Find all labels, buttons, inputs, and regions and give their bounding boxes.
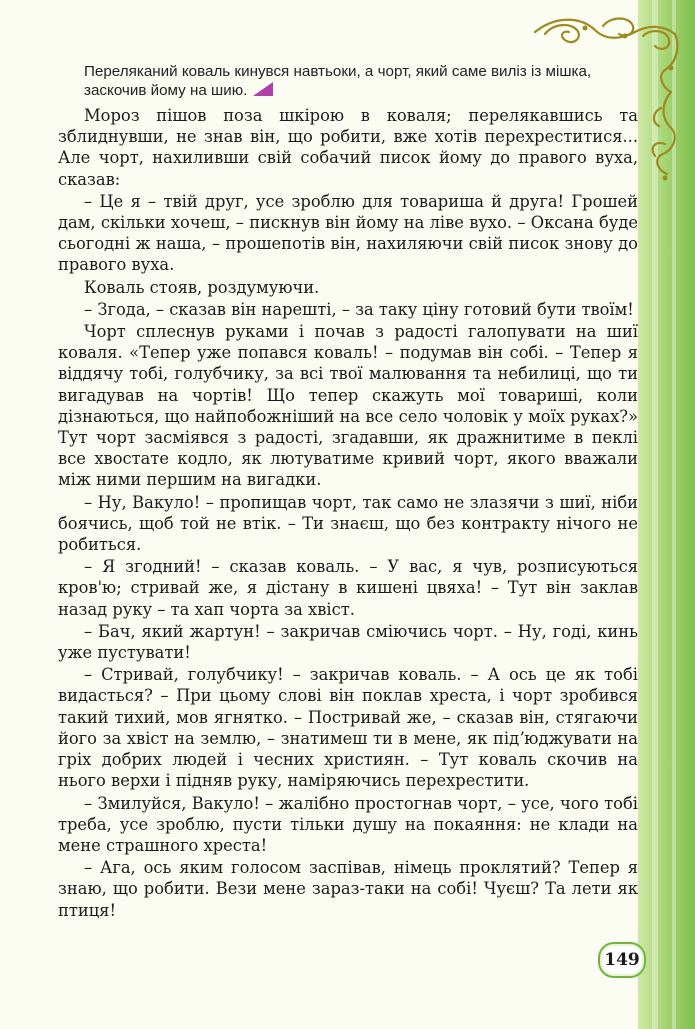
paragraph: – Це я – твій друг, усе зроблю для товариша й друга! Грошей дам, скільки хочеш, – пискнув він йому на ліве вухо. – Оксана буде сьогодні ж наша, – прошепотів він, нахиляючи свій писок знову до правого вуха. [58, 191, 638, 275]
paragraph: Мороз пішов поза шкірою в коваля; перелякавшись та зблиднувши, не знав він, що робити, вже хотів перехреститися... Але чорт, нахиливши свій собачий писок йому до правого вуха, сказав: [58, 106, 638, 189]
story-text [58, 105, 638, 922]
illustration-caption [84, 62, 636, 100]
paragraph: – Стривай, голубчику! – закричав коваль. – А ось це як тобі видасться? – При цьому слові він поклав хреста, і чорт зробився такий тихий, мов ягнятко. – Постривай же, – сказав він, стягаючи його за хвіст на землю, – знатимеш ти в мене, як підʼюджувати на гріх добрих людей і чесних християн. – Тут коваль скочив на нього верхи і підняв руку, наміряючись перехрестити. [58, 665, 638, 791]
paragraph: – Я згодний! – сказав коваль. – У вас, я чув, розписуються кров'ю; стривай же, я дістану в кишені цвяха! – Тут він заклав назад руку – та хап чорта за хвіст. [58, 557, 638, 619]
page-number: 149 [598, 942, 646, 978]
paragraph: Коваль стояв, роздумуючи. [84, 277, 320, 297]
paragraph: – Згода, – сказав він нарешті, – за таку ціну готовий бути твоїм! [84, 299, 634, 319]
paragraph: – Ну, Вакуло! – пропищав чорт, так само не злазячи з шиї, ніби боячись, щоб той не втік. – Ти знаєш, що без контракту нічого не робиться. [58, 492, 638, 555]
caption-text: Переляканий коваль кинувся навтьоки, а чорт, який саме виліз із мішка, заскочив йому на шию. [84, 63, 592, 99]
paragraph: – Змилуйся, Вакуло! – жалібно простогнав чорт, – усе, чого тобі треба, усе зроблю, пусти тільки душу на покаяння: не клади на мене страшного хреста! [58, 793, 638, 855]
paragraph: – Бач, який жартун! – закричав сміючись чорт. – Ну, годі, кинь уже пустувати! [58, 621, 638, 663]
paragraph: – Ага, ось яким голосом заспівав, німець проклятий? Тепер я знаю, що робити. Вези мене зараз-таки на собі! Чуєш? Та лети як птиця! [58, 858, 638, 920]
paragraph: Чорт сплеснув руками і почав з радості галопувати на шиї коваля. «Тепер уже попався коваль! – подумав він собі. – Тепер я віддячу тобі, голубчику, за всі твої малювання та небилиці, що ти вигадував на чортів! Що тепер скажуть мої товариші, коли дізнаються, що найпобожніший на все село чоловік у моїх руках?» Тут чорт засміявся з радості, згадавши, як дражнитиме в пеклі все хвостате кодло, як лютуватиме кривий чорт, якого вважали між ними першим на вигадки. [58, 322, 638, 490]
triangle-marker-icon [253, 82, 273, 96]
